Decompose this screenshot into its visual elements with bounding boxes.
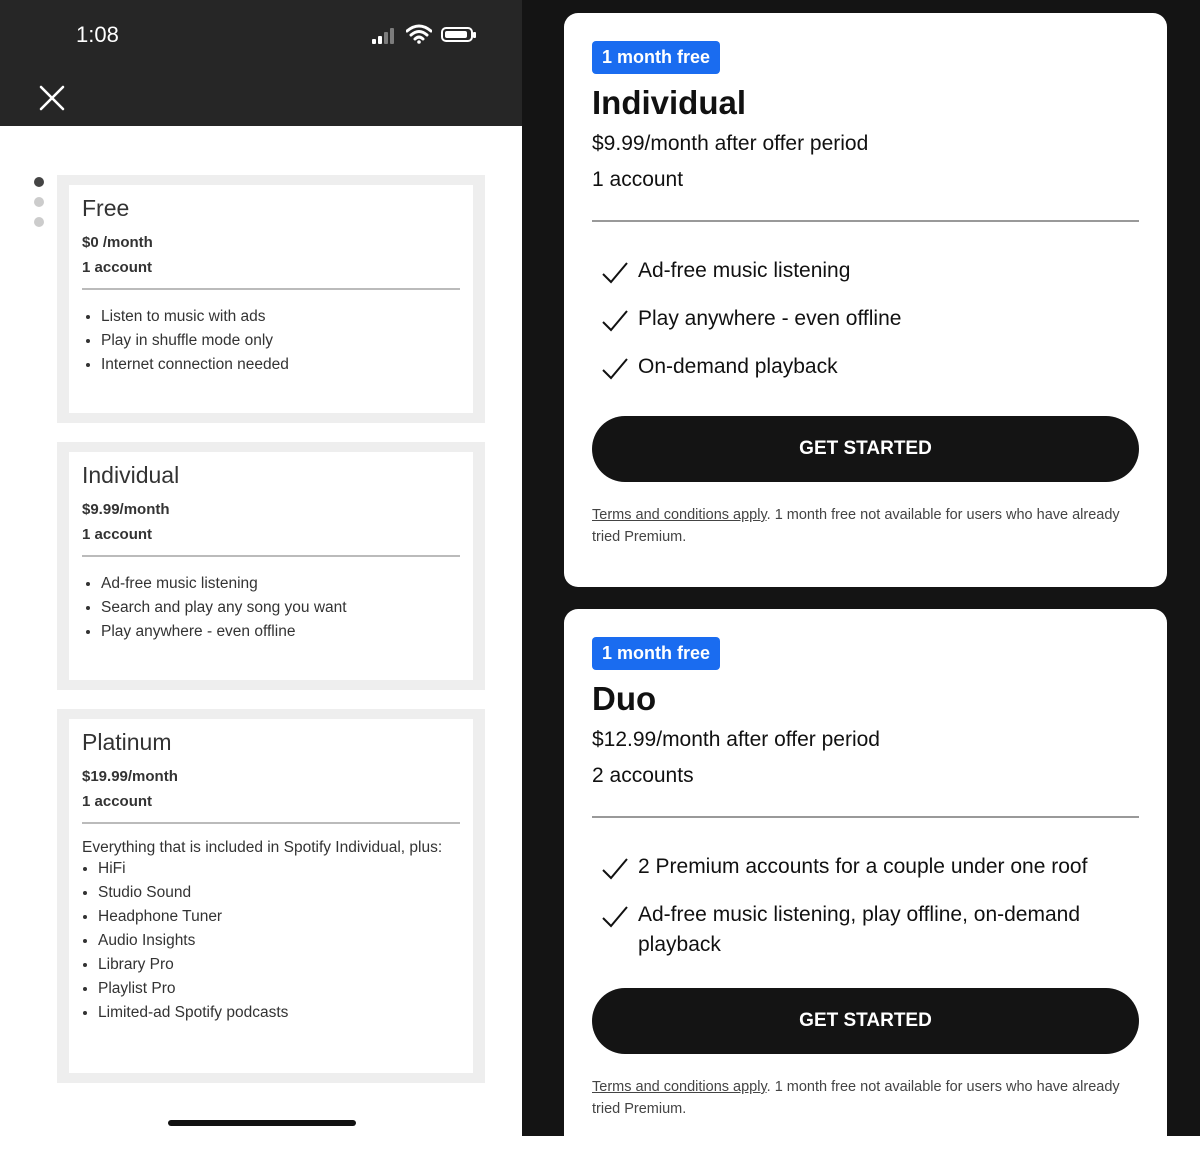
page-dot[interactable] [34, 177, 44, 187]
plan-accounts: 1 account [82, 526, 153, 543]
right-screenshot [522, 0, 1200, 1136]
feature-text: On-demand playback [638, 355, 838, 378]
terms-link[interactable]: Terms and conditions apply [592, 1079, 767, 1095]
plan-name: Individual [592, 84, 747, 121]
feature-list [82, 575, 460, 641]
feature-item: • Play in shuffle mode only [101, 332, 460, 350]
feature-item: • Headphone Tuner [98, 908, 460, 926]
plan-card-platinum[interactable] [57, 709, 485, 1083]
check-icon [592, 352, 638, 382]
terms-text: . 1 month free not available for users who have already tried Premium. [592, 1079, 1120, 1117]
plan-card-individual[interactable] [57, 442, 485, 690]
check-icon [592, 900, 638, 930]
feature-item: • Internet connection needed [101, 356, 460, 374]
plan-card-free[interactable] [57, 175, 485, 423]
page-indicator [34, 177, 44, 237]
plan-name: Individual [82, 462, 180, 488]
status-time: 1:08 [76, 22, 119, 47]
plan-name: Platinum [82, 729, 172, 755]
get-started-button[interactable]: GET STARTED [592, 416, 1139, 482]
feature-item: • Audio Insights [98, 932, 460, 950]
divider [592, 220, 1139, 222]
feature-item: • Limited-ad Spotify podcasts [98, 1004, 460, 1022]
feature-item [592, 256, 1139, 286]
feature-list [82, 308, 460, 374]
get-started-button[interactable]: GET STARTED [592, 988, 1139, 1054]
divider [592, 816, 1139, 818]
home-indicator[interactable] [168, 1120, 356, 1126]
plan-name: Duo [592, 680, 657, 717]
check-icon [592, 304, 638, 334]
plan-card-individual-premium [564, 13, 1167, 587]
terms-note [592, 1076, 1139, 1120]
terms-link[interactable]: Terms and conditions apply [592, 507, 767, 523]
feature-item [592, 852, 1139, 882]
feature-text: Ad-free music listening, play offline, on-demand playback [638, 903, 1081, 956]
wifi-icon [406, 24, 432, 44]
plan-intro: Everything that is included in Spotify Individual, plus: [82, 839, 443, 856]
offer-badge: 1 month free [592, 41, 720, 74]
plan-price: $19.99/month [82, 768, 178, 785]
feature-text: Play anywhere - even offline [638, 307, 902, 330]
plan-name: Free [82, 195, 130, 221]
plan-price: $12.99/month after offer period [592, 728, 880, 751]
plan-card-duo [564, 609, 1167, 1169]
divider [82, 288, 460, 290]
feature-item: • Search and play any song you want [101, 599, 460, 617]
plan-accounts: 1 account [592, 168, 684, 191]
signal-icon [372, 28, 398, 44]
plan-price: $9.99/month after offer period [592, 132, 869, 155]
page-dot[interactable] [34, 217, 44, 227]
divider [82, 555, 460, 557]
terms-text: . 1 month free not available for users who have already tried Premium. [592, 507, 1120, 545]
feature-item [592, 352, 1139, 382]
feature-item: • HiFi [98, 860, 460, 878]
feature-item [592, 304, 1139, 334]
battery-icon [441, 27, 473, 42]
feature-list [82, 860, 460, 1022]
page-dot[interactable] [34, 197, 44, 207]
plan-price: $0 /month [82, 234, 153, 251]
offer-badge: 1 month free [592, 637, 720, 670]
plan-accounts: 1 account [82, 259, 153, 276]
feature-item: • Play anywhere - even offline [101, 623, 460, 641]
left-screenshot [0, 0, 522, 1136]
plan-price: $9.99/month [82, 501, 170, 518]
plan-accounts: 1 account [82, 793, 153, 810]
close-icon[interactable] [38, 84, 66, 112]
feature-item [592, 900, 1139, 960]
feature-item: • Listen to music with ads [101, 308, 460, 326]
divider [82, 822, 460, 824]
feature-item: • Library Pro [98, 956, 460, 974]
status-bar [0, 0, 522, 126]
plan-accounts: 2 accounts [592, 764, 694, 787]
check-icon [592, 256, 638, 286]
feature-item: • Studio Sound [98, 884, 460, 902]
terms-note [592, 504, 1139, 548]
feature-text: Ad-free music listening [638, 259, 851, 282]
feature-item: • Playlist Pro [98, 980, 460, 998]
check-icon [592, 852, 638, 882]
feature-text: 2 Premium accounts for a couple under one roof [638, 855, 1088, 878]
feature-item: • Ad-free music listening [101, 575, 460, 593]
